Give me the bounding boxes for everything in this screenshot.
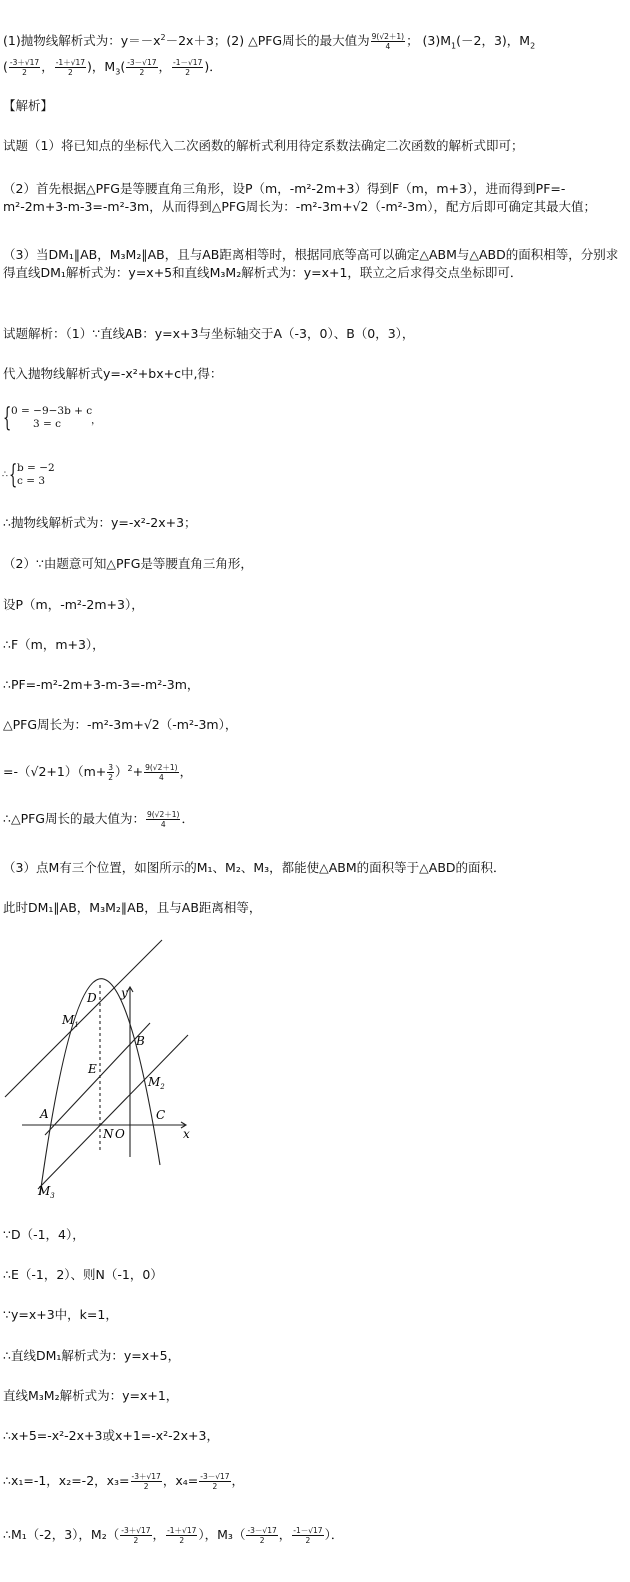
fraction — [144, 763, 178, 782]
answer-line-1 — [3, 29, 535, 56]
frac-num: 9(√2＋1) — [146, 810, 180, 819]
line-dm1 — [5, 940, 162, 1097]
solution-line-12: 此时DM₁∥AB，M₃M₂∥AB，且与AB距离相等， — [3, 900, 262, 915]
fraction — [246, 1526, 277, 1545]
therefore-symbol: ∴ — [2, 470, 8, 480]
text: + — [132, 764, 144, 780]
frac-num: 9(√2＋1) — [371, 32, 405, 42]
fraction — [126, 58, 157, 77]
solution-line-9 — [3, 760, 192, 782]
solution-line-11: （3）点M有三个位置，如图所示的M₁、M₂、M₃，都能使△ABM的面积等于△ABD的面积． — [3, 860, 506, 875]
label-e: E — [88, 1062, 97, 1076]
label-b: B — [136, 1034, 145, 1048]
label-y: y — [121, 986, 128, 1000]
label-a: A — [40, 1107, 49, 1121]
frac-num: -3＋√17 — [121, 1526, 151, 1535]
fraction — [131, 1472, 162, 1491]
sub: 3 — [115, 67, 121, 77]
solution-line-4: （2）∵由题意可知△PFG是等腰直角三角形， — [3, 556, 253, 571]
frac-num: -3＋√17 — [131, 1472, 161, 1481]
frac-num: 3 — [108, 763, 114, 773]
label-x: x — [183, 1127, 190, 1141]
step-line-3: ∵y=x+3中，k=1， — [3, 1307, 118, 1322]
text: =-（√2+1）（m+ — [3, 764, 107, 780]
fraction — [166, 1526, 197, 1545]
answer-line-2: ( $\frac{-3+√17}{2}$ ， $\frac{-1+√17}{2}$ )，$M_3$( $\frac{-3-√17}{2}$ ， $\frac{-1-√17}{2}$ )． — [3, 58, 222, 77]
frac-num: -1＋√17 — [167, 1526, 197, 1535]
frac-den: 2 — [179, 1536, 185, 1545]
sub: 2 — [530, 41, 536, 51]
fraction — [107, 763, 114, 782]
text: ，M₃ — [204, 1527, 233, 1542]
fraction — [199, 1472, 230, 1491]
frac-den: 2 — [185, 68, 191, 77]
jiexi-heading: 【解析】 — [3, 98, 54, 113]
sup: 2 — [160, 33, 166, 42]
solution-line-1: 试题解析：（1）∵直线AB：y=x+3与坐标轴交于A（-3，0）、B（0，3）， — [3, 326, 415, 341]
frac-num: 9(√2＋1) — [145, 763, 178, 773]
frac-den: 2 — [305, 1536, 311, 1545]
m3-label: M — [104, 59, 116, 74]
text: ， — [179, 764, 193, 780]
frac-num: -1－√17 — [293, 1526, 323, 1535]
frac-num: -3－√17 — [247, 1526, 277, 1535]
fraction — [120, 1526, 151, 1545]
fraction — [371, 32, 405, 51]
text: ∴M₁（-2，3），M₂ — [3, 1527, 107, 1542]
step-line-2: ∴E（-1，2）、则N（-1，0） — [3, 1267, 163, 1282]
label-m3: $M_3$ — [38, 1184, 55, 1200]
solution-line-2: 代入抛物线解析式y=-x²+bx+c中,得： — [3, 366, 223, 381]
answer-part-2: －2x＋3；(2) △PFG周长的最大值为 — [165, 33, 370, 49]
fraction — [146, 810, 180, 829]
fraction — [292, 1526, 323, 1545]
text: ，x₄= — [162, 1473, 199, 1488]
frac-den: 2 — [67, 68, 73, 77]
answer-part-3: ； (3)M — [406, 33, 452, 49]
step-line-7 — [3, 1472, 244, 1491]
frac-num: -1＋√17 — [55, 58, 86, 67]
label-n: N — [103, 1127, 114, 1141]
equation-row: c = 3 — [17, 475, 46, 487]
step-line-8: ∴M₁（-2，3），M₂（ $\frac{-3+√17}{2}$ ， $\frac{-1+√17}{2}$ ），M₃（ $\frac{-3-√17}{2}$ ， $\frac{-1-√17}{2}$ ）． — [3, 1526, 344, 1545]
solution-line-5: 设P（m，-m²-2m+3）， — [3, 597, 144, 612]
sup: 2 — [127, 764, 133, 773]
step-line-5: 直线M₃M₂解析式为：y=x+1， — [3, 1388, 179, 1403]
para-3: （3）当DM₁∥AB，M₃M₂∥AB，且与AB距离相等时，根据同底等高可以确定△ABM与△ABD的面积相等，分别求得直线DM₁解析式为：y=x+5和直线M₃M₂解析式为：y=x+1，联立之后求得交点坐标即可． — [3, 247, 619, 280]
frac-den: 4 — [160, 820, 166, 829]
text: ） — [115, 764, 128, 780]
frac-num: -1－√17 — [173, 58, 203, 67]
line-m3m2 — [38, 1035, 188, 1189]
solution-line-10 — [3, 810, 194, 829]
step-line-4: ∴直线DM₁解析式为：y=x+5， — [3, 1348, 181, 1363]
text: ， — [231, 1473, 245, 1488]
solution-line-3: ∴抛物线解析式为：y=-x²-2x+3； — [3, 515, 197, 530]
step-line-6: ∴x+5=-x²-2x+3或x+1=-x²-2x+3， — [3, 1428, 219, 1443]
frac-den: 4 — [385, 42, 391, 52]
para-2: （2）首先根据△PFG是等腰直角三角形，设P（m，-m²-2m+3）得到F（m，m+3），进而得到PF=-m²-2m+3-m-3=-m²-3m，从而得到△PFG周长为：-m²-3m+√2（-m²-3m），配方后即可确定其最大值； — [3, 181, 597, 214]
frac-den: 2 — [139, 68, 145, 77]
frac-num: -3＋√17 — [9, 58, 40, 67]
solution-line-6: ∴F（m，m+3）， — [3, 637, 105, 652]
frac-den: 2 — [212, 1482, 218, 1491]
answer-part-1: (1)抛物线解析式为：y＝－x — [3, 33, 161, 49]
frac-den: 2 — [108, 773, 114, 783]
equation-row: 3 = c — [33, 418, 62, 430]
text: ∴x₁=-1，x₂=-2，x₃= — [3, 1473, 130, 1488]
fraction — [9, 58, 40, 77]
solution-line-7: ∴PF=-m²-2m+3-m-3=-m²-3m， — [3, 677, 200, 692]
label-c: C — [156, 1108, 166, 1122]
equation-row: 0 = −9−3b + c — [11, 405, 93, 417]
frac-den: 4 — [158, 773, 164, 783]
frac-den: 2 — [133, 1536, 139, 1545]
label-d: D — [87, 991, 97, 1005]
solution-line-8: △PFG周长为：-m²-3m+√2（-m²-3m）， — [3, 717, 238, 732]
fraction — [172, 58, 203, 77]
equation-system-2: ∴ { b = −2 c = 3 — [2, 460, 55, 490]
frac-den: 2 — [259, 1536, 265, 1545]
frac-den: 2 — [22, 68, 27, 77]
step-line-1: ∵D（-1，4）， — [3, 1227, 85, 1242]
text: ． — [181, 811, 194, 826]
comma: ， — [91, 414, 102, 426]
equation-system-1: { 0 = −9−3b + c 3 = c ， — [3, 403, 102, 433]
answer-part-4: (－2，3)，M — [456, 33, 531, 49]
equation-row: b = −2 — [17, 462, 55, 474]
parabola-figure — [0, 935, 200, 1205]
label-m2: $M_2$ — [148, 1075, 165, 1091]
label-o: O — [115, 1127, 125, 1141]
para-1: 试题（1）将已知点的坐标代入二次函数的解析式利用待定系数法确定二次函数的解析式即可； — [3, 138, 524, 153]
label-m1: $M_1$ — [62, 1013, 79, 1029]
frac-den: 2 — [143, 1482, 149, 1491]
text: ∴△PFG周长的最大值为： — [3, 811, 145, 826]
text: ． — [330, 1527, 344, 1542]
frac-num: -3－√17 — [200, 1472, 230, 1481]
fraction — [55, 58, 86, 77]
sub: 1 — [451, 41, 457, 51]
frac-num: -3－√17 — [127, 58, 157, 67]
